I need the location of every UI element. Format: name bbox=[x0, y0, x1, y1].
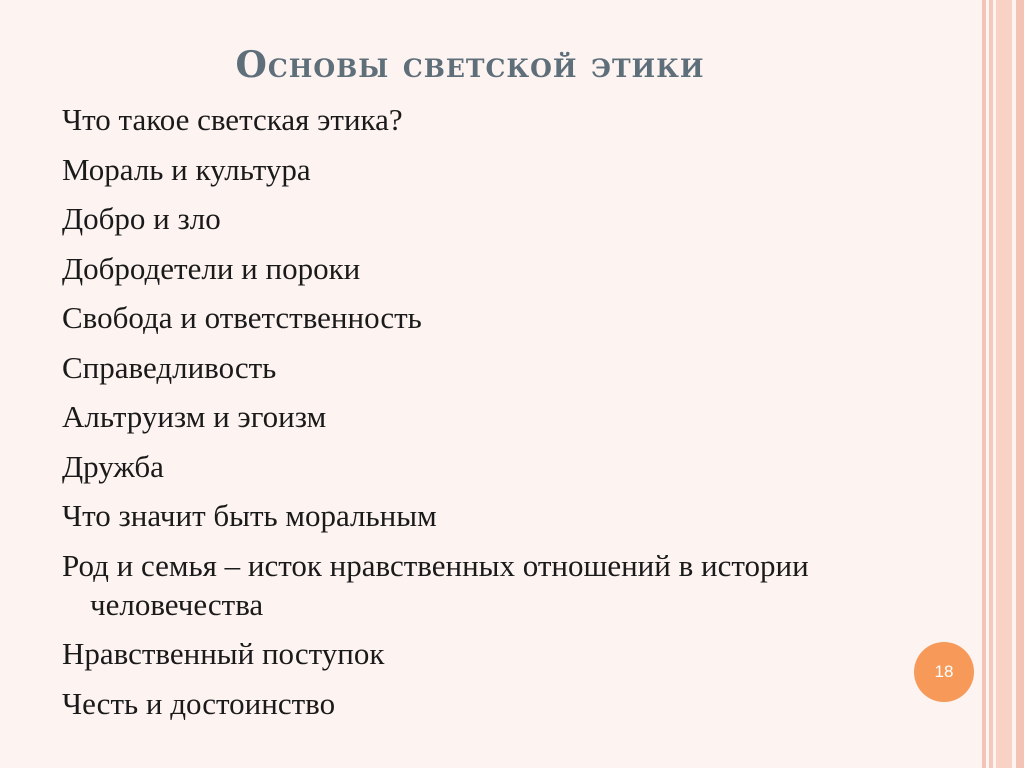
decorative-stripe bbox=[1016, 0, 1024, 768]
slide-title: Основы светской этики bbox=[235, 44, 705, 86]
list-item: Честь и достоинство bbox=[62, 685, 336, 721]
list-item: Нравственный поступок bbox=[62, 636, 385, 671]
list-item: Дружба bbox=[62, 448, 164, 484]
list-item: Что такое светская этика? bbox=[62, 102, 403, 137]
list-item: Добродетели и пороки bbox=[62, 250, 361, 286]
page-number-badge: 18 bbox=[914, 642, 974, 702]
decorative-stripe bbox=[982, 0, 986, 768]
list-item: Что значит быть моральным bbox=[62, 498, 437, 533]
list-item: Альтруизм и эгоизм bbox=[62, 399, 327, 434]
decorative-stripe bbox=[996, 0, 1012, 768]
list-item: Справедливость bbox=[62, 349, 277, 385]
topic-list bbox=[62, 100, 922, 733]
list-item: Род и семья – исток нравственных отношений в истории человечества bbox=[62, 547, 809, 622]
decorative-stripe bbox=[989, 0, 993, 768]
list-item: Мораль и культура bbox=[62, 151, 311, 187]
list-item: Добро и зло bbox=[62, 201, 221, 236]
list-item: Свобода и ответственность bbox=[62, 300, 422, 335]
